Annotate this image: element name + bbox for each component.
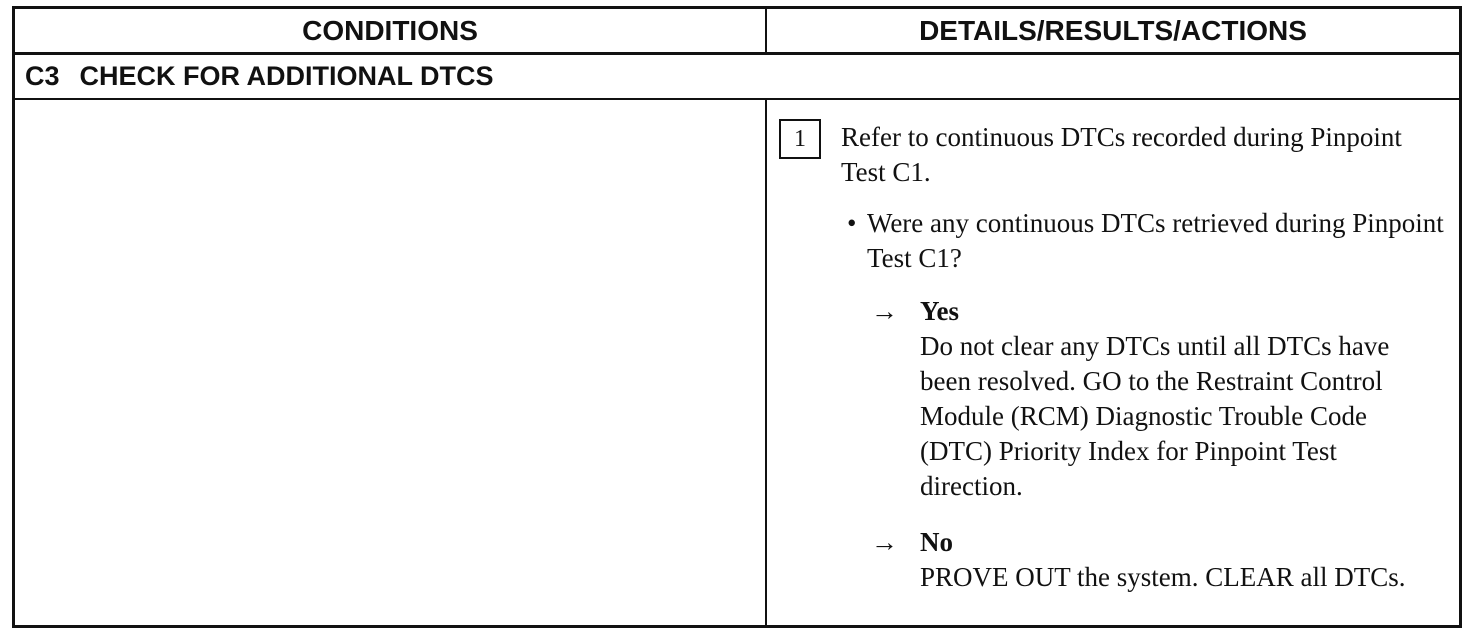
no-label: No [920, 527, 953, 557]
step-number-box: 1 [779, 119, 821, 159]
question-text: Were any continuous DTCs retrieved during Pinpoint Test C1? [867, 208, 1444, 273]
section-title [25, 55, 494, 98]
conditions-header: CONDITIONS [15, 9, 767, 52]
table-body-row [15, 100, 1459, 625]
table-header-row [15, 9, 1459, 55]
details-cell [767, 100, 1459, 625]
yes-action-text: Do not clear any DTCs until all DTCs have been resolved. GO to the Restraint Control Module (RCM) Diagnostic Trouble Code (DTC) Priority Index for Pinpoint Test direction. [920, 331, 1390, 501]
step-instruction: Refer to continuous DTCs recorded during Pinpoint Test C1. [841, 122, 1402, 187]
bullet-icon: • [847, 208, 857, 238]
yes-label: Yes [920, 296, 959, 326]
no-action-text: PROVE OUT the system. CLEAR all DTCs. [920, 562, 1406, 592]
section-code: C3 [25, 61, 60, 91]
answer-yes [871, 294, 1431, 504]
pinpoint-test-table [12, 6, 1462, 628]
conditions-cell [15, 100, 767, 625]
details-header: DETAILS/RESULTS/ACTIONS [919, 15, 1307, 46]
section-row [15, 55, 1459, 100]
arrow-right-icon: → [871, 296, 898, 326]
step-question [847, 206, 1457, 276]
section-title-text: CHECK FOR ADDITIONAL DTCS [79, 61, 494, 91]
answer-no [871, 525, 1431, 595]
arrow-right-icon: → [871, 527, 898, 557]
